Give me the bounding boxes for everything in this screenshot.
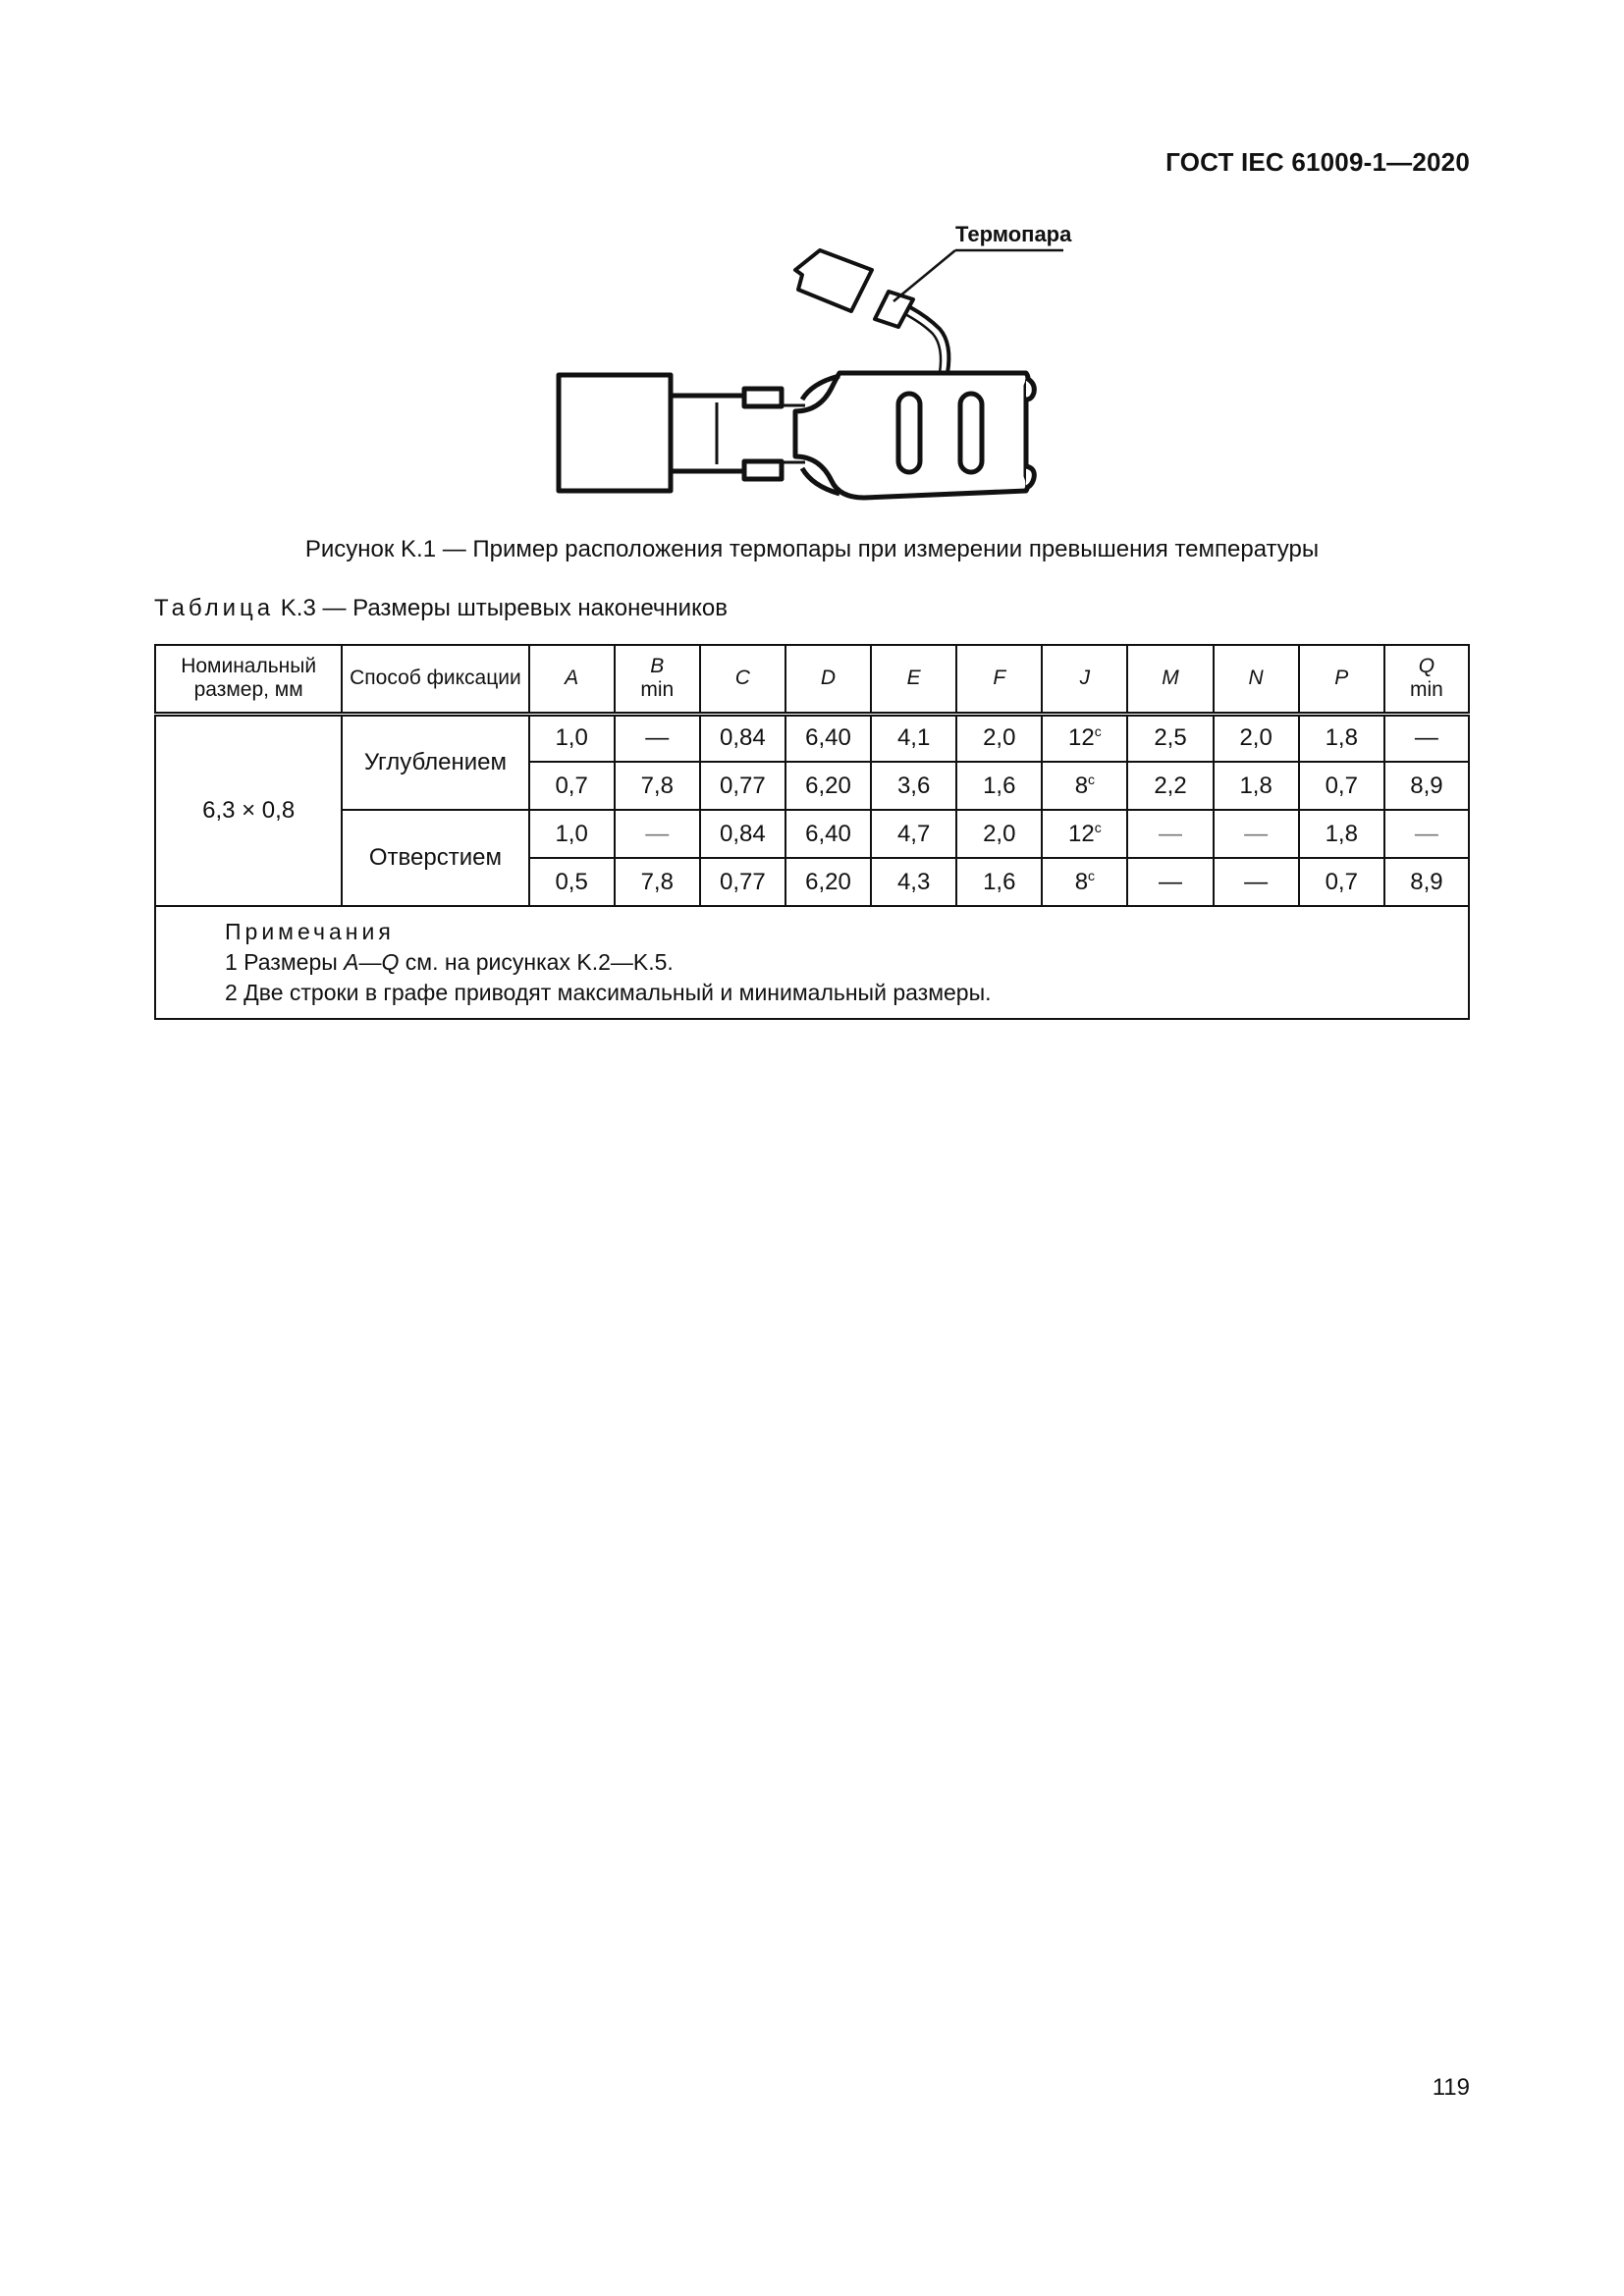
table-row xyxy=(155,714,1469,762)
cell-B: 7,8 xyxy=(615,858,700,906)
thermocouple-body xyxy=(795,250,872,311)
cell-N: 1,8 xyxy=(1214,762,1299,810)
cell-D: 6,20 xyxy=(785,762,871,810)
cell-J-mark: с xyxy=(1094,723,1102,740)
note-1-suffix: см. на рисунках K.2—K.5. xyxy=(399,949,674,975)
table-header-row xyxy=(155,645,1469,714)
cell-D: 6,40 xyxy=(785,810,871,858)
cell-C: 0,84 xyxy=(700,810,785,858)
cell-F: 2,0 xyxy=(956,810,1042,858)
cell-J xyxy=(1042,714,1127,762)
thermocouple-sleeve xyxy=(875,292,913,327)
header-D: D xyxy=(785,645,871,714)
clip-top xyxy=(744,389,782,406)
notes-row xyxy=(155,906,1469,1019)
notch-top xyxy=(1026,378,1034,400)
cell-J xyxy=(1042,858,1127,906)
method-cell: Углублением xyxy=(342,714,528,810)
cell-J-mark: с xyxy=(1094,819,1102,835)
cell-N: — xyxy=(1214,858,1299,906)
note-1-to: Q xyxy=(381,949,400,975)
cell-B: — xyxy=(615,810,700,858)
cell-J-value: 8 xyxy=(1074,772,1089,799)
dimensions-table xyxy=(154,644,1470,1020)
nominal-size-cell: 6,3 × 0,8 xyxy=(155,714,342,906)
header-Q-sub: min xyxy=(1409,678,1443,702)
connector-block xyxy=(559,375,671,491)
cell-P: 1,8 xyxy=(1299,714,1384,762)
cell-P: 1,8 xyxy=(1299,810,1384,858)
cell-A: 0,5 xyxy=(529,858,615,906)
cell-M: — xyxy=(1127,810,1213,858)
slot-right xyxy=(960,394,982,472)
notes-heading: Примечания xyxy=(225,919,395,944)
slot-left xyxy=(898,394,920,472)
cell-C: 0,77 xyxy=(700,858,785,906)
cell-A: 0,7 xyxy=(529,762,615,810)
header-B xyxy=(615,645,700,714)
note-1-dash: — xyxy=(358,949,382,975)
cell-M: 2,2 xyxy=(1127,762,1213,810)
cell-J xyxy=(1042,810,1127,858)
figure-caption: Рисунок K.1 — Пример расположения термопары при измерении превышения температуры xyxy=(304,536,1320,562)
header-B-symbol: B xyxy=(650,655,665,678)
header-F: F xyxy=(956,645,1042,714)
thermocouple-figure xyxy=(545,221,1075,515)
cell-A: 1,0 xyxy=(529,810,615,858)
note-1-prefix: 1 Размеры xyxy=(225,949,345,975)
cell-J-value: 8 xyxy=(1074,868,1089,895)
cell-A: 1,0 xyxy=(529,714,615,762)
method-cell: Отверстием xyxy=(342,810,528,906)
cell-B: 7,8 xyxy=(615,762,700,810)
callout-leader xyxy=(893,250,955,301)
header-N: N xyxy=(1214,645,1299,714)
cell-M: — xyxy=(1127,858,1213,906)
cell-P: 0,7 xyxy=(1299,858,1384,906)
cell-D: 6,40 xyxy=(785,714,871,762)
cell-C: 0,77 xyxy=(700,762,785,810)
cell-E: 3,6 xyxy=(871,762,956,810)
cell-Q: — xyxy=(1384,714,1469,762)
header-Q xyxy=(1384,645,1469,714)
cell-F: 1,6 xyxy=(956,762,1042,810)
header-P: P xyxy=(1299,645,1384,714)
cell-D: 6,20 xyxy=(785,858,871,906)
header-J: J xyxy=(1042,645,1127,714)
table-title-prefix: Таблица xyxy=(154,595,275,621)
note-1 xyxy=(225,947,1468,978)
table-notes xyxy=(155,906,1469,1019)
table-title xyxy=(154,595,728,622)
note-2: 2 Две строки в графе приводят максимальный и минимальный размеры. xyxy=(225,980,992,1005)
header-E: E xyxy=(871,645,956,714)
cell-F: 2,0 xyxy=(956,714,1042,762)
table-title-rest: K.3 — Размеры штыревых наконечников xyxy=(274,595,728,621)
thermocouple-label: Термопара xyxy=(955,222,1072,246)
cell-E: 4,1 xyxy=(871,714,956,762)
header-Q-symbol: Q xyxy=(1418,655,1435,678)
cell-B: — xyxy=(615,714,700,762)
thermocouple-wire xyxy=(910,307,948,373)
cell-N: — xyxy=(1214,810,1299,858)
header-C: C xyxy=(700,645,785,714)
header-fixation: Способ фиксации xyxy=(342,645,528,714)
cell-J-mark: с xyxy=(1088,771,1096,787)
note-1-from: A xyxy=(344,949,359,975)
cell-J-mark: с xyxy=(1088,867,1096,883)
notch-bottom xyxy=(1026,466,1034,488)
thermocouple-drawing xyxy=(545,221,1075,515)
standard-code: ГОСТ IEC 61009-1—2020 xyxy=(1165,147,1470,177)
cell-N: 2,0 xyxy=(1214,714,1299,762)
header-nominal: Номинальный размер, мм xyxy=(155,645,342,714)
cell-F: 1,6 xyxy=(956,858,1042,906)
header-M: M xyxy=(1127,645,1213,714)
page-number: 119 xyxy=(1432,2074,1470,2101)
cell-Q: — xyxy=(1384,810,1469,858)
header-A: A xyxy=(529,645,615,714)
header-B-sub: min xyxy=(640,678,675,702)
cell-Q: 8,9 xyxy=(1384,858,1469,906)
cell-M: 2,5 xyxy=(1127,714,1213,762)
dimensions-table-wrapper xyxy=(154,644,1470,1020)
cell-J-value: 12 xyxy=(1068,724,1095,752)
cell-J xyxy=(1042,762,1127,810)
cell-E: 4,3 xyxy=(871,858,956,906)
cell-E: 4,7 xyxy=(871,810,956,858)
table-row xyxy=(155,810,1469,858)
cell-Q: 8,9 xyxy=(1384,762,1469,810)
clip-bottom xyxy=(744,461,782,479)
cell-J-value: 12 xyxy=(1068,820,1095,847)
cell-C: 0,84 xyxy=(700,714,785,762)
cell-P: 0,7 xyxy=(1299,762,1384,810)
